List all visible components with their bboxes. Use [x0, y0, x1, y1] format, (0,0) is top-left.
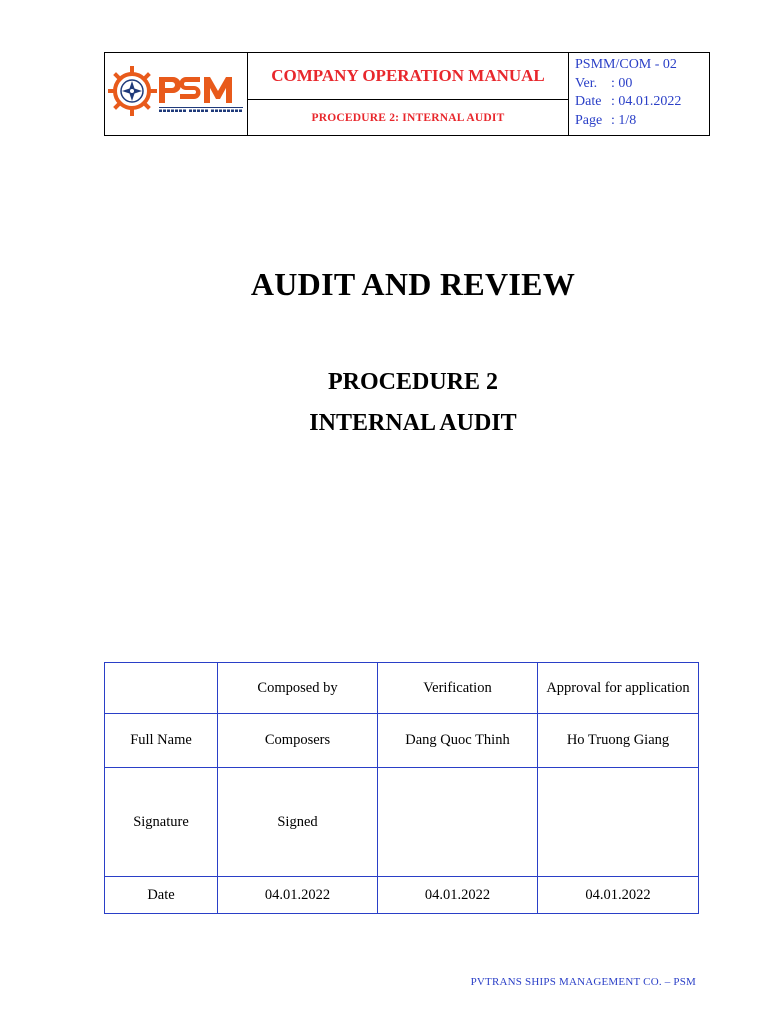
doc-code: PSMM/COM - 02	[575, 57, 677, 72]
approval-table	[104, 662, 699, 914]
table-row	[105, 768, 699, 877]
table-row	[105, 877, 699, 914]
logo-cell	[105, 53, 248, 135]
version-row	[575, 75, 705, 94]
procedure-name: INTERNAL AUDIT	[309, 410, 517, 436]
table-cell: Signed	[218, 768, 378, 877]
procedure-number: PROCEDURE 2	[327, 369, 498, 395]
table-header-cell	[105, 663, 218, 714]
table-cell: Dang Quoc Thinh	[378, 714, 538, 768]
table-cell: Ho Truong Giang	[538, 714, 699, 768]
date-value: : 04.01.2022	[611, 94, 682, 109]
row-label: Full Name	[105, 714, 218, 768]
table-cell: 04.01.2022	[378, 877, 538, 914]
document-meta	[575, 56, 705, 130]
page-label: Page	[575, 112, 603, 128]
version-label: Ver.	[575, 75, 598, 91]
table-header-cell: Verification	[378, 663, 538, 714]
psm-logo	[108, 65, 246, 123]
table-row	[105, 714, 699, 768]
table-header-cell: Approval for application	[538, 663, 699, 714]
row-label: Signature	[105, 768, 218, 877]
table-header-row	[105, 663, 699, 714]
date-row	[575, 93, 705, 112]
table-cell: 04.01.2022	[218, 877, 378, 914]
version-value: : 00	[611, 75, 633, 91]
page-title: AUDIT AND REVIEW	[250, 266, 576, 302]
title-cell	[248, 53, 569, 135]
document-header	[104, 52, 710, 136]
row-label: Date	[105, 877, 218, 914]
manual-title: COMPANY OPERATION MANUAL	[248, 53, 568, 100]
date-label: Date	[575, 94, 602, 109]
table-cell: 04.01.2022	[538, 877, 699, 914]
table-cell	[538, 768, 699, 877]
page-value: : 1/8	[611, 112, 637, 128]
table-header-cell: Composed by	[218, 663, 378, 714]
table-cell: Composers	[218, 714, 378, 768]
page-row	[575, 112, 705, 131]
page-footer: PVTRANS SHIPS MANAGEMENT CO. – PSM	[470, 976, 696, 988]
table-cell	[378, 768, 538, 877]
procedure-line: PROCEDURE 2: INTERNAL AUDIT	[311, 111, 505, 124]
